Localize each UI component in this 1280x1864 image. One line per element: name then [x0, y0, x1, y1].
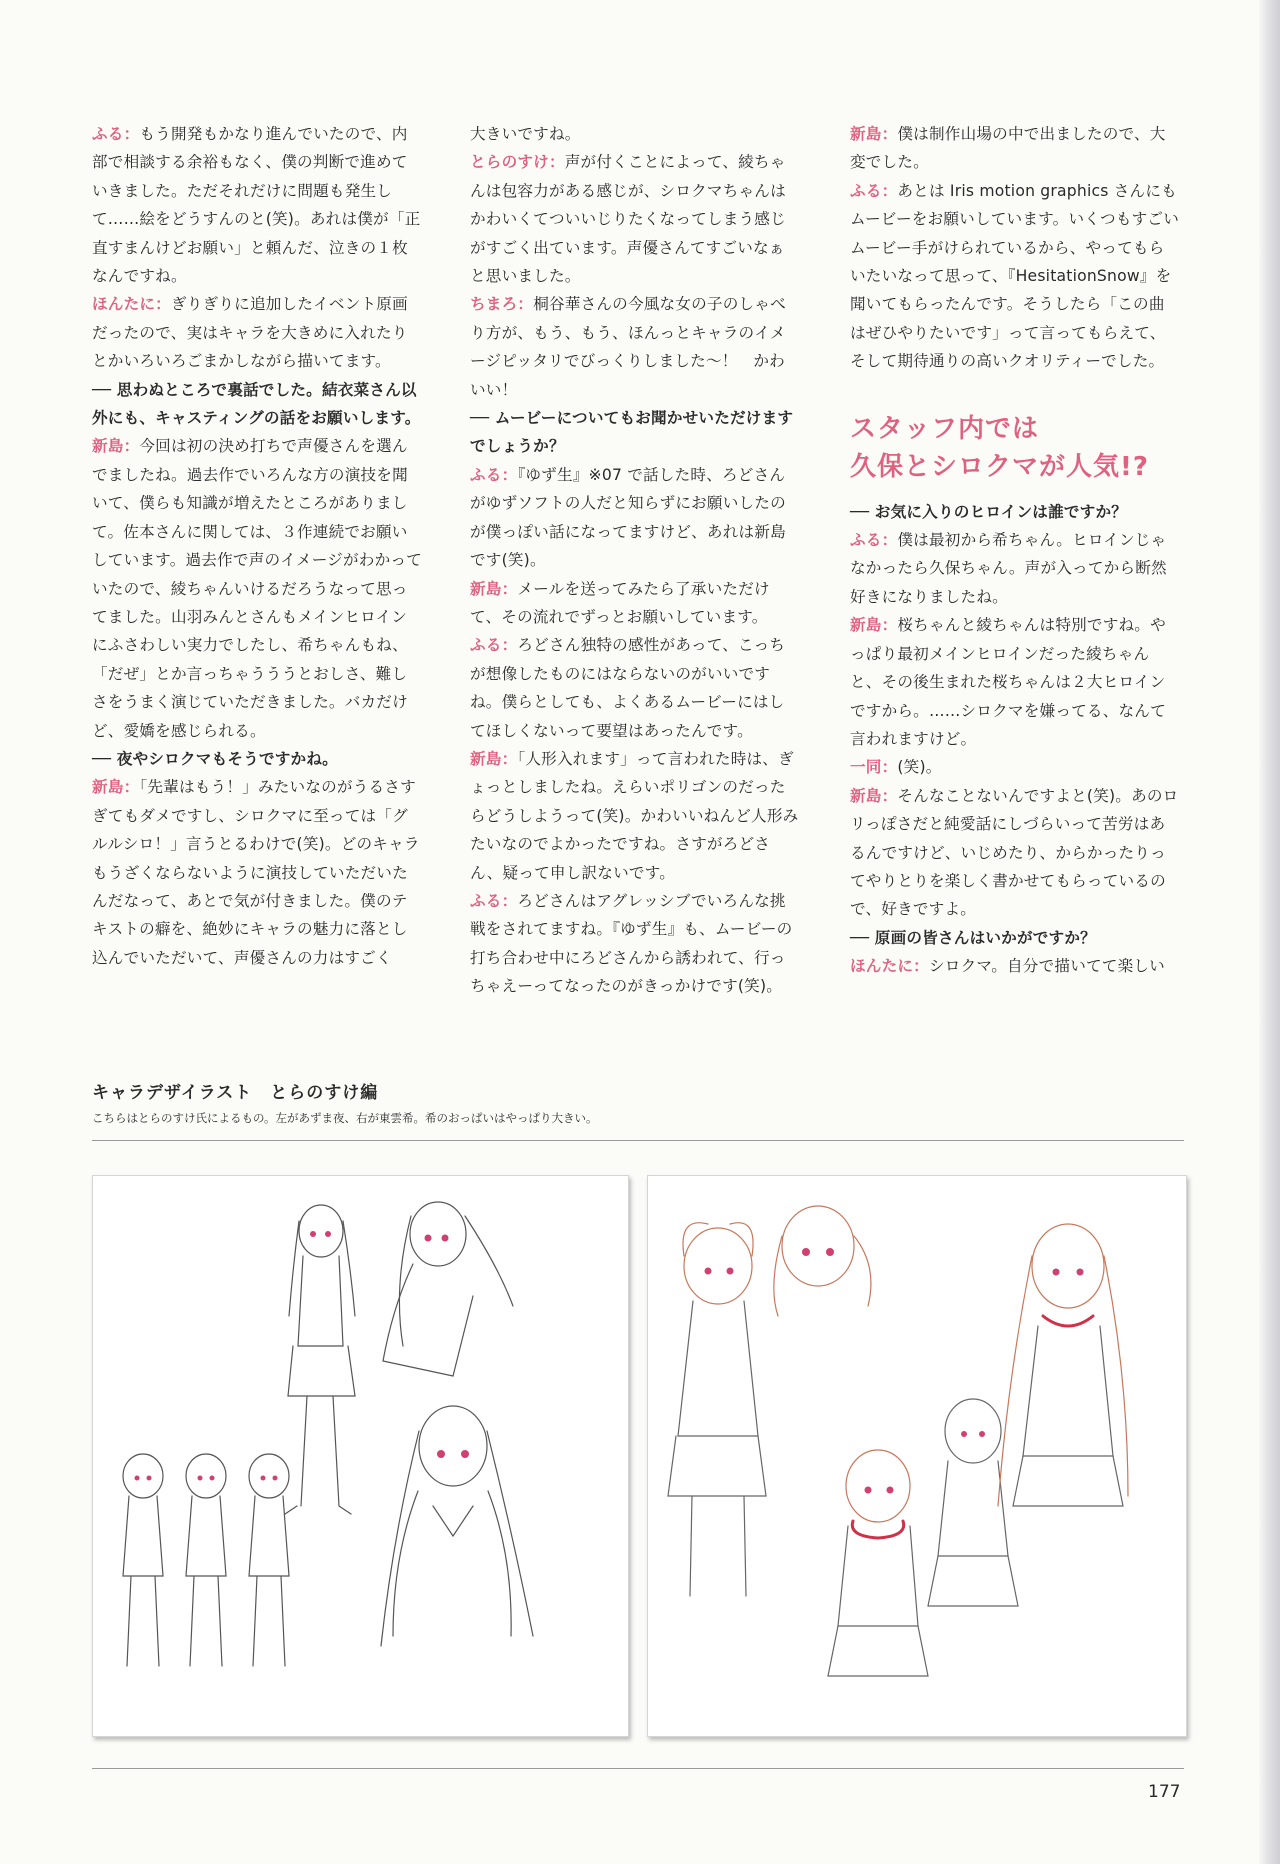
interview-question: ── 思わぬところで裏話でした。結衣菜さん以外にも、キャスティングの話をお願いします。 [92, 380, 421, 428]
speaker-name: 新島： [470, 749, 518, 768]
interview-question: ── お気に入りのヒロインは誰ですか？ [850, 502, 1128, 521]
answer-text: 桐谷華さんの今風な女の子のしゃべり方が、もう、もう、ほんっとキャラのイメージピッタリでびっくりしました〜！ かわいい！ [470, 295, 786, 399]
interview-answer [850, 952, 1180, 980]
article-column-1 [92, 120, 422, 972]
sketch-chibi-row [123, 1454, 289, 1666]
page-binding-shadow [1258, 0, 1280, 1864]
sketch-head-center [774, 1206, 871, 1316]
speaker-name: ふる： [850, 531, 898, 550]
speaker-name: ふる： [850, 181, 898, 200]
answer-text: あとは Iris motion graphics さんにもムービーをお願いしています。いくつもすごいムービー手がけられているから、やってもらいたいなって思って、『HesitationSnow』を聞いてもらったんです。そうしたら「この曲はぜひやりたいです」って言ってもらえて、そして期待通りの高いクオリティーでした。 [850, 181, 1180, 371]
page-number: 177 [1148, 1782, 1181, 1802]
interview-answer [92, 120, 422, 290]
interview-answer [470, 887, 800, 1001]
interview-answer [470, 148, 800, 290]
sketch-bust-top [383, 1202, 513, 1376]
answer-text: そんなことないんですよと(笑)。あのロリっぽさだと純愛話にしづらいって苦労はあるんですけど、いじめたり、からかったりってやりとりを楽しく書かせてもらっているので、好きですよ。 [850, 786, 1179, 919]
interview-answer [850, 782, 1180, 924]
speaker-name: ふる： [470, 636, 518, 655]
interview-answer [470, 575, 800, 632]
answer-text: メールを送ってみたら了承いただけて、その流れでずっとお願いしています。 [470, 579, 770, 626]
speaker-name: 新島： [850, 125, 898, 143]
sketch-figure-small [928, 1399, 1018, 1606]
interview-answer [92, 432, 422, 744]
speaker-name: ほんたに： [850, 957, 929, 976]
speaker-name: 一同： [850, 758, 898, 777]
answer-text: ろどさんはアグレッシブでいろんな挑戦をされてますね。『ゆず生』も、ムービーの打ち合わせ中にろどさんから誘われて、行っちゃえーってなったのがきっかけです(笑)。 [470, 891, 793, 996]
interview-answer [92, 290, 422, 375]
answer-text: 大きいですね。 [470, 125, 581, 143]
speaker-name: ふる： [470, 891, 518, 910]
answer-text: ろどさん独特の感性があって、こっちが想像したものにはならないのがいいですね。僕らとしても、よくあるムービーにはしてほしくないって要望はあったんです。 [470, 636, 786, 740]
article-column-3 [850, 120, 1180, 981]
speaker-name: とらのすけ： [470, 153, 565, 172]
illustration-caption-title: キャラデザイラスト とらのすけ編 [92, 1083, 379, 1103]
answer-text: 「先輩はもう！」みたいなのがうるさすぎてもダメですし、シロクマに至っては「グルルシロ！」言うとるわけで(笑)。どのキャラもうざくならないように演技していただいたんだなって、あとで気が付きました。僕のテキストの癖を、絶妙にキャラの魅力に落とし込んでいただいて、声優さんの力はすごく [92, 778, 420, 967]
answer-text: 桜ちゃんと綾ちゃんは特別ですね。やっぱり最初メインヒロインだった綾ちゃんと、その後生まれた桜ちゃんは２大ヒロインですから。……シロクマを嫌ってる、なんて言われますけど。 [850, 616, 1166, 748]
answer-text: 「人形入れます」って言われた時は、ぎょっとしましたね。えらいポリゴンのだったらどうしようって(笑)。かわいいねんど人形みたいなのでよかったですね。さすがろどさん、疑って申し訳ないです。 [470, 749, 799, 882]
speaker-name: ふる： [470, 465, 518, 484]
interview-answer [470, 290, 800, 404]
interview-answer [470, 631, 800, 745]
illustration-caption-subtitle: こちらはとらのすけ氏によるもの。左があずま夜、右が東雲希。希のおっぱいはやっぱり大きい。 [92, 1111, 598, 1125]
interview-answer [850, 526, 1180, 611]
sketch-panel-nozomi [647, 1175, 1187, 1737]
interview-answer [850, 611, 1180, 753]
speaker-name: ほんたに： [92, 295, 171, 314]
speaker-name: 新島： [470, 579, 518, 598]
answer-text: 僕は制作山場の中で出ましたので、大変でした。 [850, 125, 1166, 172]
interview-question: ── 原画の皆さんはいかがですか？ [850, 928, 1096, 947]
article-column-2 [470, 120, 800, 1001]
divider-top [92, 1140, 1184, 1141]
speaker-name: 新島： [92, 437, 140, 456]
interview-answer [470, 120, 800, 148]
interview-question: ── 夜やシロクマもそうですかね。 [92, 749, 338, 768]
sketch-figure-center [828, 1450, 928, 1676]
speaker-name: ちまろ： [470, 295, 534, 314]
interview-answer [850, 177, 1180, 376]
speaker-name: 新島： [850, 616, 898, 635]
answer-text: 『ゆず生』※07 で話した時、ろどさんがゆずソフトの人だと知らずにお願いしたのが僕っぽい話になってますけど、あれは新島です(笑)。 [470, 465, 786, 570]
divider-bottom [92, 1768, 1184, 1769]
answer-text: 僕は最初から希ちゃん。ヒロインじゃなかったら久保ちゃん。声が入ってから断然好きになりましたね。 [850, 531, 1167, 606]
answer-text: もう開発もかなり進んでいたので、内部で相談する余裕もなく、僕の判断で進めていきました。ただそれだけに問題も発生して……絵をどうすんのと(笑)。あれは僕が「正直すまんけどお願い」と頼んだ、泣きの１枚なんですね。 [92, 125, 421, 286]
sketch-panel-yoru [92, 1175, 629, 1737]
sketch-figure-right [998, 1224, 1128, 1506]
speaker-name: 新島： [92, 778, 140, 797]
speaker-name: 新島： [850, 786, 898, 805]
answer-text: 声が付くことによって、綾ちゃんは包容力がある感じが、シロクマちゃんはかわいくてついいじりたくなってしまう感じがすごく出ています。声優さんてすごいなぁと思いました。 [470, 153, 786, 286]
interview-answer [850, 753, 1180, 781]
section-heading: スタッフ内では 久保とシロクマが人気!? [850, 413, 1149, 482]
interview-answer [470, 745, 800, 887]
answer-text: 今回は初の決め打ちで声優さんを選んでましたね。過去作でいろんな方の演技を聞いて、僕らも知識が増えたところがありまして。佐本さんに関しては、３作連続でお願いしています。過去作で声のイメージがわかっていたので、綾ちゃんいけるだろうなって思ってました。山羽みんとさんもメインヒロインにふさわしい実力でしたし、希ちゃんもね、「だぜ」とか言っちゃうううとおしさ、難しさをうまく演じていただきました。バカだけど、愛嬌を感じられる。 [92, 437, 422, 740]
interview-answer [470, 461, 800, 575]
speaker-name: ふる： [92, 125, 140, 143]
sketch-figure-left [668, 1223, 766, 1596]
interview-answer [92, 773, 422, 972]
interview-question: ── ムービーについてもお聞かせいただけますでしょうか？ [470, 409, 794, 456]
sketch-bust-large [381, 1406, 533, 1646]
answer-text: ぎりぎりに追加したイベント原画だったので、実はキャラを大きめに入れたりとかいろいろごまかしながら描いてます。 [92, 295, 408, 371]
answer-text: シロクマ。自分で描いてて楽しい [928, 957, 1165, 976]
answer-text: (笑)。 [897, 758, 942, 777]
sketch-figure-standing [285, 1205, 355, 1514]
interview-answer [850, 120, 1180, 177]
